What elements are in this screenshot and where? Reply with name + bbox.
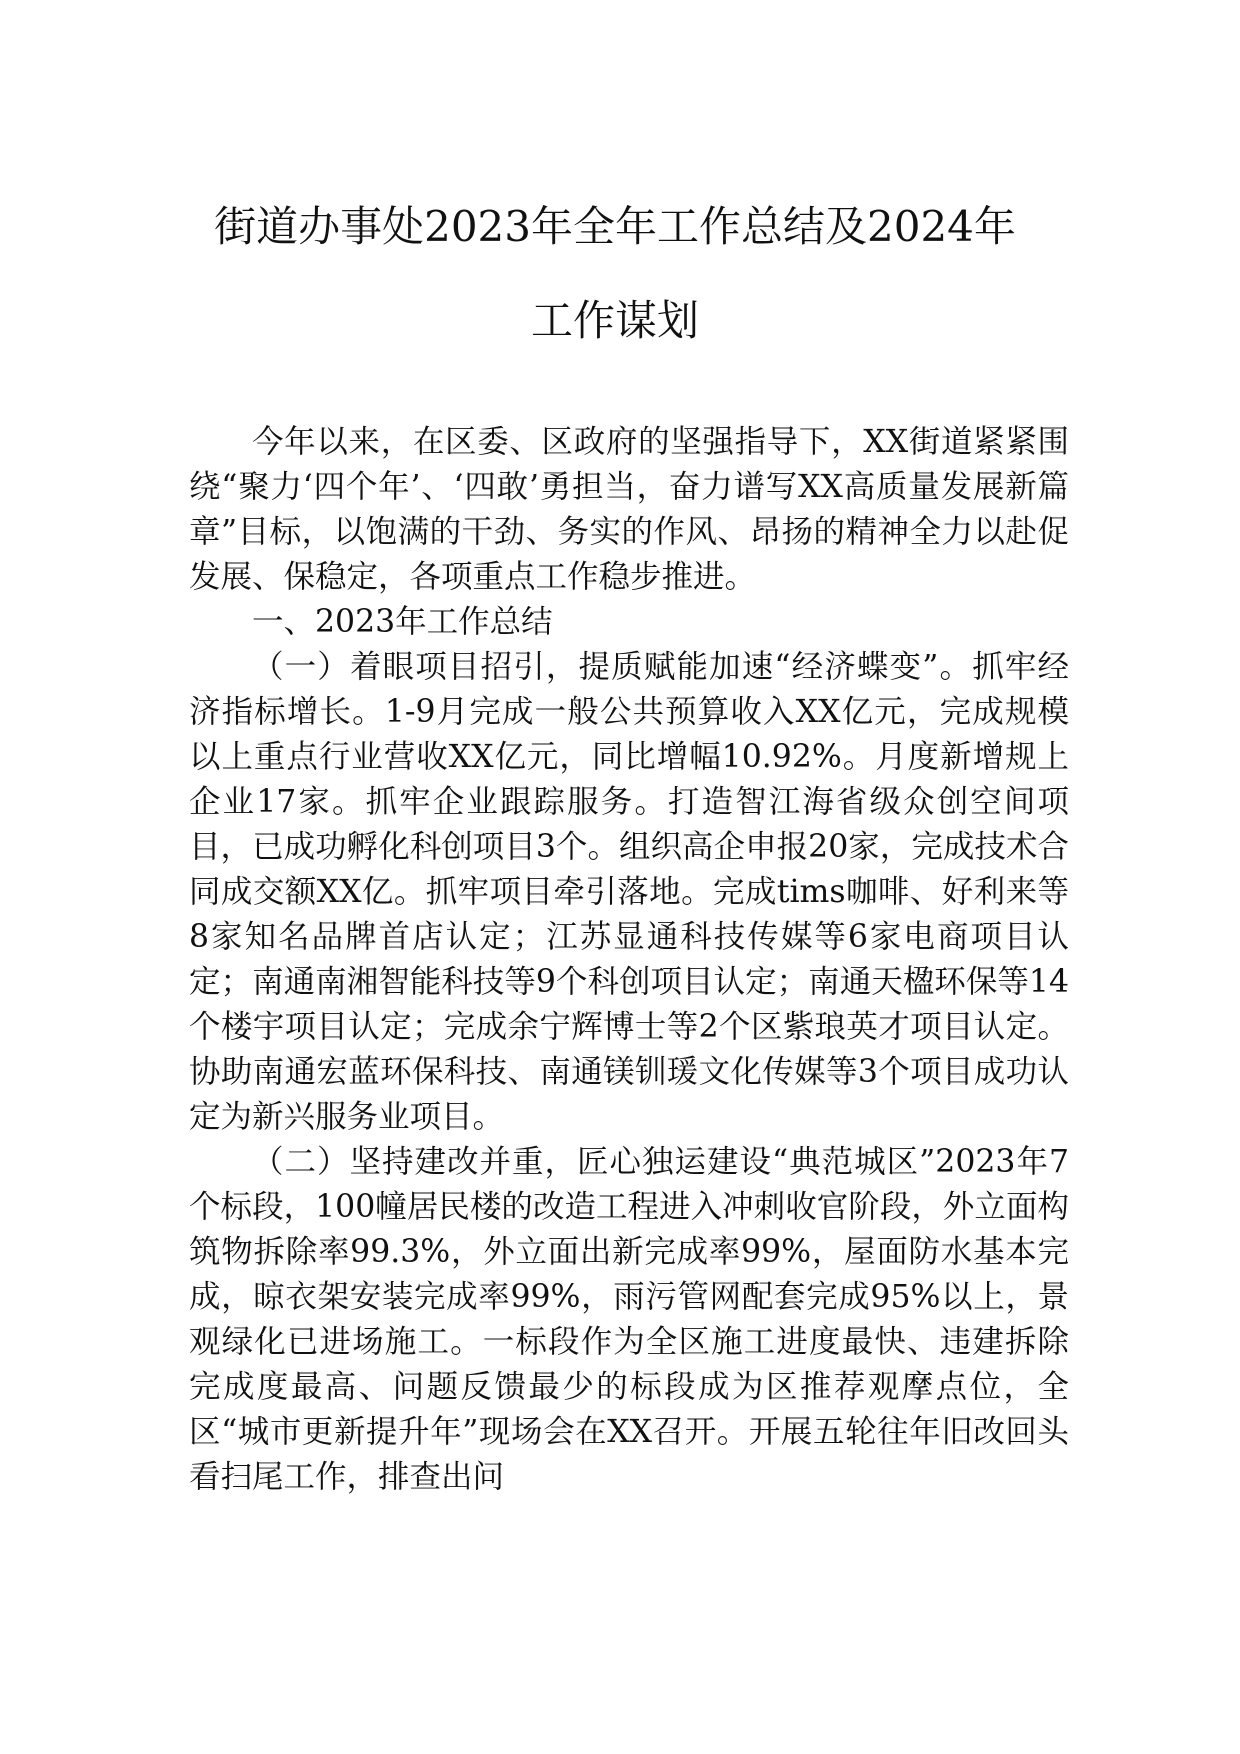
section-heading: 一、2023年工作总结 bbox=[252, 604, 553, 640]
subsection-2-paragraph: （二）坚持建改并重，匠心独运建设“典范城区”2023年7个标段，100幢居民楼的改造工程进入冲刺收官阶段，外立面构筑物拆除率99.3%，外立面出新完成率99%，屋面防水基本完成，晾衣架安装完成率99%，雨污管网配套完成95%以上，景观绿化已进场施工。一标段作为全区施工进度最快、违建拆除完成度最高、问题反馈最少的标段成为区推荐观摩点位，全区“城市更新提升年”现场会在XX召开。开展五轮往年旧改回头看扫尾工作，排查出问 bbox=[189, 1144, 1069, 1495]
intro-paragraph: 今年以来，在区委、区政府的坚强指导下，XX街道紧紧围绕“聚力‘四个年’、‘四敢’勇担当，奋力谱写XX高质量发展新篇章”目标，以饱满的干劲、务实的作风、昂扬的精神全力以赴促发展、保稳定，各项重点工作稳步推进。 bbox=[189, 424, 1069, 595]
title-line-2: 工作谋划 bbox=[530, 296, 699, 345]
title-line-1: 街道办事处2023年全年工作总结及2024年 bbox=[214, 202, 1016, 251]
document-title bbox=[150, 180, 1080, 368]
subsection-1-paragraph: （一）着眼项目招引，提质赋能加速“经济蝶变”。抓牢经济指标增长。1-9月完成一般公共预算收入XX亿元，完成规模以上重点行业营收XX亿元，同比增幅10.92%。月度新增规上企业17家。抓牢企业跟踪服务。打造智江海省级众创空间项目，已成功孵化科创项目3个。组织高企申报20家，完成技术合同成交额XX亿。抓牢项目牵引落地。完成tims咖啡、好利来等8家知名品牌首店认定；江苏显通科技传媒等6家电商项目认定；南通南湘智能科技等9个科创项目认定；南通天楹环保等14个楼宇项目认定；完成余宁辉博士等2个区紫琅英才项目认定。协助南通宏蓝环保科技、南通镁钏瑗文化传媒等3个项目成功认定为新兴服务业项目。 bbox=[189, 649, 1069, 1135]
document-body bbox=[189, 420, 1069, 1500]
